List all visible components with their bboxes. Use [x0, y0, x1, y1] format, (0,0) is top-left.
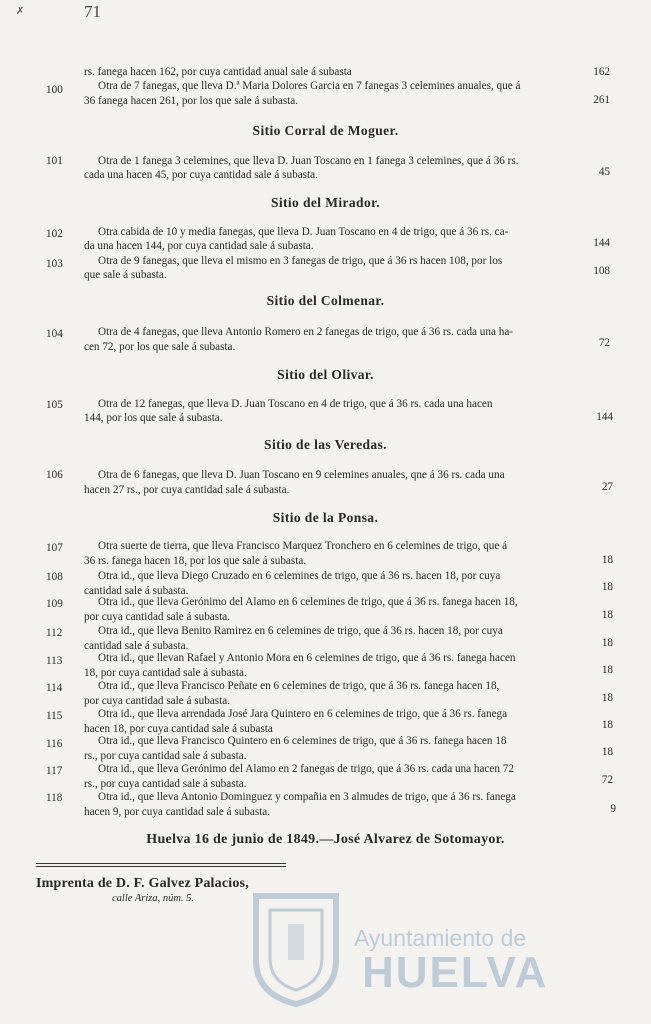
item-line: cantidad sale á subasta. [84, 585, 189, 597]
section-title: Sitio del Colmenar. [266, 293, 385, 308]
item-amount: 9 [610, 803, 616, 815]
section-title: Sitio de las Veredas. [264, 437, 387, 452]
item-line: hacen 27 rs., por cuya cantidad sale á subasta. [84, 484, 290, 496]
item-number: 100 [46, 84, 63, 96]
item-number: 117 [46, 765, 63, 777]
signature-line: Huelva 16 de junio de 1849.—José Alvarez de Sotomayor. [146, 832, 505, 847]
item-number: 108 [46, 571, 63, 583]
watermark-text: HUELVA [362, 948, 549, 997]
item-amount: 18 [601, 637, 613, 649]
item-line: Otra de 12 fanegas, que lleva D. Juan Toscano en 4 de trigo, que á 36 rs. cada una hacen [98, 398, 493, 410]
page-mark: 71 [84, 2, 101, 21]
watermark-text: Ayuntamiento de [354, 925, 527, 951]
item-amount: 18 [601, 581, 613, 593]
item-line: hacen 9, por cuya cantidad sale á subasta. [84, 806, 271, 818]
item-number: 118 [46, 792, 63, 804]
item-amount: 72 [598, 337, 610, 349]
item-number: 102 [46, 228, 63, 240]
item-amount: 27 [601, 481, 613, 493]
item-line: por cuya cantidad sale á subasta. [84, 695, 231, 707]
item-line: 18, por cuya cantidad sale á subasta. [84, 667, 247, 679]
item-line: rs., por cuya cantidad sale á subasta. [84, 750, 247, 762]
item-line: Otra de 9 fanegas, que lleva el mismo en 3 fanegas de trigo, que á 36 rs hacen 108, por los [98, 255, 503, 267]
item-amount: 144 [596, 411, 613, 423]
item-number: 103 [46, 258, 63, 270]
section-title: Sitio del Olivar. [277, 367, 374, 382]
item-line: por cuya cantidad sale á subasta. [84, 611, 231, 623]
item-amount: 72 [601, 774, 613, 786]
item-amount: 18 [601, 719, 613, 731]
item-line: cantidad sale á subasta. [84, 640, 189, 652]
item-amount: 18 [601, 609, 613, 621]
item-amount: 144 [593, 237, 610, 249]
item-line: cada una hacen 45, por cuya cantidad sale á subasta. [84, 169, 318, 181]
item-line: rs., por cuya cantidad sale á subasta. [84, 778, 247, 790]
item-number: 109 [46, 598, 63, 610]
item-amount: 18 [601, 746, 613, 758]
section-title: Sitio de la Ponsa. [272, 510, 379, 525]
item-number: 105 [46, 399, 63, 411]
item-number: 115 [46, 710, 63, 722]
item-line: da una hacen 144, por cuya cantidad sale á subasta. [84, 240, 314, 252]
item-line: Otra cabida de 10 y media fanegas, que lleva D. Juan Toscano en 4 de trigo, que á 36 rs. ca- [98, 226, 509, 238]
item-number: 113 [46, 655, 63, 667]
section-title: Sitio del Mirador. [270, 195, 381, 210]
item-number: 107 [46, 542, 63, 554]
item-line: Otra de 7 fanegas, que lleva D.ª Maria Dolores Garcia en 7 fanegas 3 celemines anuales, que á [98, 80, 521, 92]
item-line: Otra id., que lleva Francisco Quintero en 6 celemines de trigo, que á 36 rs. fanega hacen 18 [98, 735, 507, 747]
item-line: hacen 18, por cuya cantidad sale á subasta [84, 723, 273, 735]
item-line: que sale á subasta. [84, 269, 167, 281]
item-line: Otra id., que llevan Rafael y Antonio Mora en 6 celemines de trigo, que á 36 rs. fanega hacen [98, 652, 516, 664]
item-line: Otra de 1 fanega 3 celemines, que lleva D. Juan Toscano en 1 fanega 3 celemines, que á 36 rs. [98, 155, 519, 167]
item-number: 106 [46, 469, 63, 481]
item-line: Otra de 6 fanegas, que lleva D. Juan Toscano en 9 celemines anuales, qne á 36 rs. cada una [98, 469, 505, 481]
item-line: Otra de 4 fanegas, que lleva Antonio Romero en 2 fanegas de trigo, que á 36 rs. cada una ha- [98, 326, 514, 338]
item-line: Otra id., que lleva arrendada José Jara Quintero en 6 celemines de trigo, que á 36 rs. fanega [98, 708, 508, 720]
divider-rule [36, 863, 286, 864]
item-number: 116 [46, 738, 63, 750]
item-line: 144, por los que sale á subasta. [84, 412, 223, 424]
item-line: Otra id., que lleva Gerónimo del Alamo en 6 celemines de trigo, que á 36 rs. fanega hacen 18, [98, 596, 518, 608]
item-amount: 18 [601, 554, 613, 566]
section-title: Sitio Corral de Moguer. [252, 123, 399, 138]
item-line: Otra id., que lleva Francisco Peñate en 6 celemines de trigo, que á 36 rs. fanega hacen 18, [98, 680, 500, 692]
printer-name: Imprenta de D. F. Galvez Palacios, [36, 876, 249, 891]
item-line: Otra suerte de tierra, que lleva Francisco Marquez Tronchero en 6 celemines de trigo, que á [98, 540, 508, 552]
item-line: Otra id., que lleva Antonio Dominguez y compañia en 3 almudes de trigo, que á 36 rs. fanega [98, 791, 516, 803]
item-line: Otra id., que lleva Benito Ramirez en 6 celemines de trigo, que á 36 rs. hacen 18, por cuya [98, 625, 503, 637]
printer-address: calle Ariza, núm. 5. [112, 893, 195, 904]
item-amount: 45 [598, 166, 610, 178]
item-amount: 261 [593, 94, 610, 106]
item-amount: 18 [601, 664, 613, 676]
item-amount: 18 [601, 692, 613, 704]
item-line: 36 rs. fanega hacen 18, por los que sale á subasta. [84, 555, 307, 567]
divider-rule [36, 866, 286, 867]
item-line: Otra id., que lleva Gerónimo del Alamo en 2 fanegas de trigo, que á 36 rs. cada una hacen 72 [98, 763, 514, 775]
item-number: 101 [46, 155, 63, 167]
item-line: 36 fanega hacen 261, por los que sale á subasta. [84, 95, 299, 107]
shield-icon [248, 890, 344, 1008]
intro-line: rs. fanega hacen 162, por cuya cantidad anual sale á subasta [84, 66, 352, 78]
corner-mark: ✗ [16, 6, 25, 17]
item-number: 104 [46, 328, 63, 340]
item-line: Otra id., que lleva Diego Cruzado en 6 celemines de trigo, que á 36 rs. hacen 18, por cuya [98, 570, 501, 582]
item-number: 112 [46, 627, 63, 639]
intro-amount: 162 [593, 66, 610, 78]
item-amount: 108 [593, 265, 610, 277]
item-line: cen 72, por los que sale á subasta. [84, 341, 236, 353]
item-number: 114 [46, 682, 63, 694]
